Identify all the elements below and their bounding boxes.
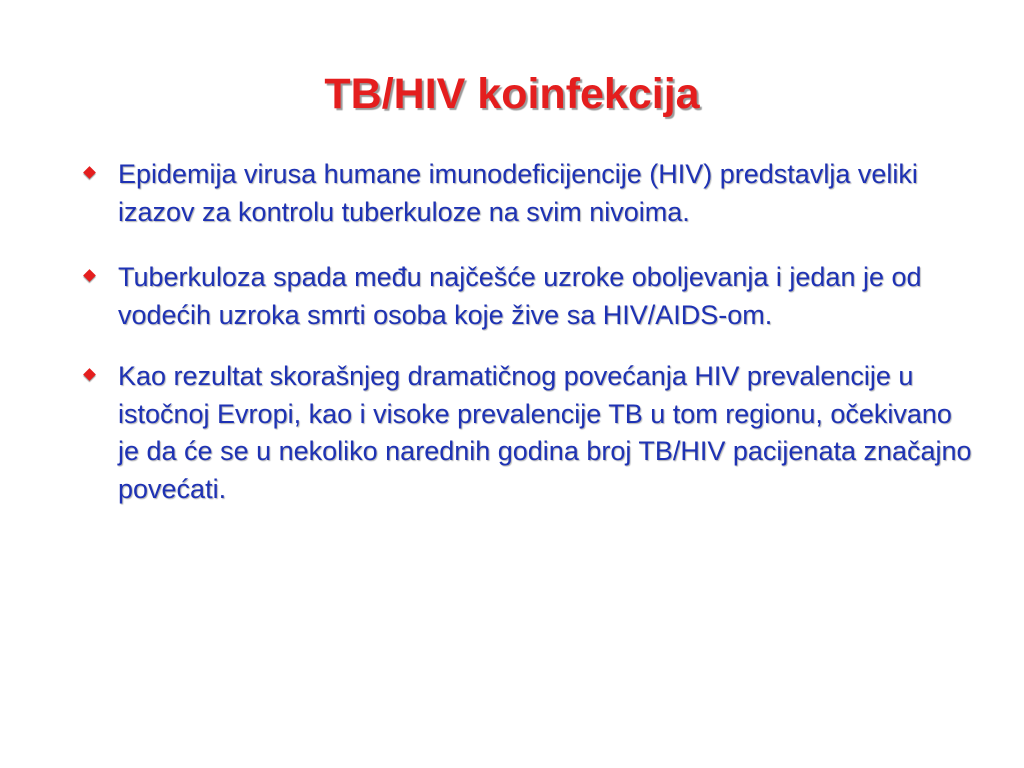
bullet-item xyxy=(80,156,980,231)
bullet-item xyxy=(80,358,980,508)
red-diamond-bullet-icon xyxy=(83,166,96,179)
bullet-text: Epidemija virusa humane imunodeficijencije (HIV) predstavlja veliki izazov za kontrolu tuberkuloze na svim nivoima. xyxy=(118,159,918,227)
red-diamond-bullet-icon xyxy=(83,269,96,282)
red-diamond-bullet-icon xyxy=(83,368,96,381)
bullet-text: Tuberkuloza spada među najčešće uzroke oboljevanja i jedan je od vodećih uzroka smrti osoba koje žive sa HIV/AIDS-om. xyxy=(118,262,922,330)
slide-title: TB/HIV koinfekcija xyxy=(324,70,700,118)
bullet-text: Kao rezultat skorašnjeg dramatičnog povećanja HIV prevalencije u istočnoj Evropi, kao i visoke prevalencije TB u tom regionu, očekivano je da će se u nekoliko narednih godina broj TB/HIV pacijenata značajno povećati. xyxy=(118,361,972,504)
bullet-item xyxy=(80,259,980,334)
bullet-list xyxy=(80,156,980,508)
